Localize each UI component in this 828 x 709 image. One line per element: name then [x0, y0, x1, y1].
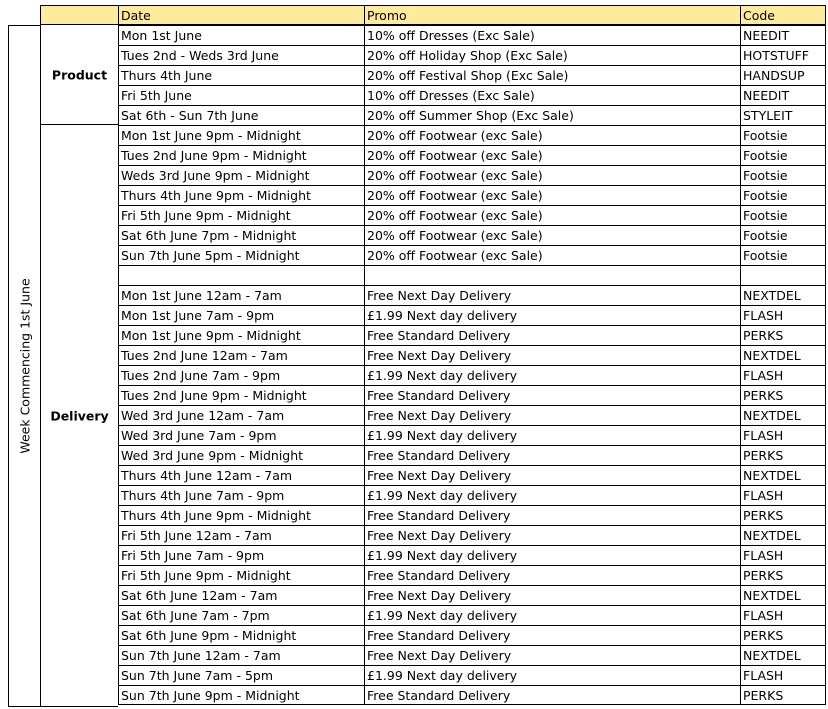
code-cell[interactable]: Footsie [740, 125, 826, 145]
code-cell[interactable]: PERKS [740, 565, 826, 585]
promo-cell[interactable]: Free Next Day Delivery [364, 285, 740, 305]
date-cell[interactable]: Weds 3rd June 9pm - Midnight [118, 165, 364, 185]
date-cell[interactable]: Fri 5th June 9pm - Midnight [118, 205, 364, 225]
promo-cell[interactable]: £1.99 Next day delivery [364, 305, 740, 325]
code-cell[interactable]: NEXTDEL [740, 525, 826, 545]
date-cell[interactable]: Tues 2nd June 9pm - Midnight [118, 385, 364, 405]
date-cell[interactable]: Mon 1st June 9pm - Midnight [118, 125, 364, 145]
code-cell[interactable]: Footsie [740, 225, 826, 245]
code-cell[interactable]: PERKS [740, 385, 826, 405]
code-cell[interactable]: PERKS [740, 445, 826, 465]
date-cell[interactable]: Thurs 4th June 9pm - Midnight [118, 185, 364, 205]
promo-cell[interactable]: 20% off Footwear (exc Sale) [364, 165, 740, 185]
code-cell[interactable]: HOTSTUFF [740, 45, 826, 65]
group-delivery-label: Delivery [50, 408, 109, 424]
code-cell[interactable]: FLASH [740, 425, 826, 445]
promo-cell[interactable]: Free Standard Delivery [364, 325, 740, 345]
code-cell[interactable]: FLASH [740, 605, 826, 625]
date-cell[interactable]: Tues 2nd June 7am - 9pm [118, 365, 364, 385]
date-cell[interactable]: Fri 5th June 12am - 7am [118, 525, 364, 545]
code-cell[interactable]: PERKS [740, 625, 826, 645]
header-promo[interactable]: Promo [364, 5, 740, 25]
promo-cell[interactable]: Free Standard Delivery [364, 445, 740, 465]
code-cell[interactable]: NEEDIT [740, 85, 826, 105]
promo-cell[interactable]: Free Standard Delivery [364, 625, 740, 645]
date-cell[interactable]: Sun 7th June 5pm - Midnight [118, 245, 364, 265]
code-cell[interactable]: PERKS [740, 505, 826, 525]
header-date[interactable]: Date [118, 5, 364, 25]
code-cell[interactable]: STYLEIT [740, 105, 826, 125]
date-cell[interactable]: Mon 1st June 7am - 9pm [118, 305, 364, 325]
promo-schedule-sheet [8, 5, 826, 707]
code-cell[interactable]: FLASH [740, 365, 826, 385]
promo-cell[interactable]: 20% off Holiday Shop (Exc Sale) [364, 45, 740, 65]
promo-cell[interactable]: Free Next Day Delivery [364, 585, 740, 605]
promo-cell[interactable]: Free Standard Delivery [364, 565, 740, 585]
date-cell[interactable]: Tues 2nd June 12am - 7am [118, 345, 364, 365]
date-cell[interactable]: Sat 6th June 7pm - Midnight [118, 225, 364, 245]
promo-cell[interactable]: 20% off Footwear (exc Sale) [364, 185, 740, 205]
week-commencing-label: Week Commencing 1st June [17, 278, 33, 454]
promo-cell[interactable]: Free Next Day Delivery [364, 345, 740, 365]
promo-cell[interactable]: Free Standard Delivery [364, 385, 740, 405]
promo-cell[interactable]: 10% off Dresses (Exc Sale) [364, 25, 740, 45]
promo-cell[interactable]: 10% off Dresses (Exc Sale) [364, 85, 740, 105]
code-cell[interactable]: NEEDIT [740, 25, 826, 45]
date-cell[interactable]: Sat 6th June 7am - 7pm [118, 605, 364, 625]
code-cell[interactable]: NEXTDEL [740, 345, 826, 365]
promo-cell[interactable]: £1.99 Next day delivery [364, 665, 740, 685]
date-cell[interactable]: Thurs 4th June 12am - 7am [118, 465, 364, 485]
code-cell[interactable]: HANDSUP [740, 65, 826, 85]
promo-cell[interactable] [364, 265, 740, 285]
code-cell[interactable]: Footsie [740, 145, 826, 165]
code-cell[interactable]: FLASH [740, 665, 826, 685]
code-cell[interactable]: NEXTDEL [740, 585, 826, 605]
promo-cell[interactable]: Free Next Day Delivery [364, 405, 740, 425]
date-cell[interactable]: Mon 1st June [118, 25, 364, 45]
promo-cell[interactable]: 20% off Footwear (exc Sale) [364, 125, 740, 145]
code-cell[interactable]: NEXTDEL [740, 285, 826, 305]
code-cell[interactable]: Footsie [740, 245, 826, 265]
code-cell[interactable]: Footsie [740, 165, 826, 185]
date-cell[interactable]: Wed 3rd June 12am - 7am [118, 405, 364, 425]
code-cell[interactable]: Footsie [740, 205, 826, 225]
promo-cell[interactable]: £1.99 Next day delivery [364, 425, 740, 445]
promo-cell[interactable]: 20% off Footwear (exc Sale) [364, 145, 740, 165]
date-cell[interactable]: Thurs 4th June [118, 65, 364, 85]
date-cell[interactable]: Tues 2nd - Weds 3rd June [118, 45, 364, 65]
date-cell[interactable]: Tues 2nd June 9pm - Midnight [118, 145, 364, 165]
code-cell[interactable]: PERKS [740, 325, 826, 345]
code-cell[interactable]: PERKS [740, 685, 826, 705]
date-cell[interactable]: Thurs 4th June 7am - 9pm [118, 485, 364, 505]
date-cell[interactable] [118, 265, 364, 285]
code-cell[interactable] [740, 265, 826, 285]
promo-cell[interactable]: £1.99 Next day delivery [364, 545, 740, 565]
promo-cell[interactable]: £1.99 Next day delivery [364, 365, 740, 385]
code-cell[interactable]: FLASH [740, 485, 826, 505]
date-cell[interactable]: Sat 6th June 9pm - Midnight [118, 625, 364, 645]
promo-cell[interactable]: 20% off Summer Shop (Exc Sale) [364, 105, 740, 125]
promo-cell[interactable]: Free Standard Delivery [364, 505, 740, 525]
week-commencing-cell[interactable] [8, 25, 40, 707]
date-cell[interactable]: Fri 5th June [118, 85, 364, 105]
promo-cell[interactable]: 20% off Footwear (exc Sale) [364, 205, 740, 225]
date-cell[interactable]: Mon 1st June 12am - 7am [118, 285, 364, 305]
header-code[interactable]: Code [740, 5, 826, 25]
header-corner [40, 5, 118, 25]
promo-cell[interactable]: Free Next Day Delivery [364, 465, 740, 485]
date-cell[interactable]: Wed 3rd June 7am - 9pm [118, 425, 364, 445]
code-cell[interactable]: NEXTDEL [740, 405, 826, 425]
group-product-label: Product [51, 67, 108, 83]
date-cell[interactable]: Sun 7th June 7am - 5pm [118, 665, 364, 685]
date-cell[interactable]: Thurs 4th June 9pm - Midnight [118, 505, 364, 525]
date-cell[interactable]: Fri 5th June 9pm - Midnight [118, 565, 364, 585]
code-cell[interactable]: NEXTDEL [740, 465, 826, 485]
promo-cell[interactable]: 20% off Footwear (exc Sale) [364, 245, 740, 265]
date-cell[interactable]: Mon 1st June 9pm - Midnight [118, 325, 364, 345]
code-cell[interactable]: Footsie [740, 185, 826, 205]
promo-cell[interactable]: 20% off Festival Shop (Exc Sale) [364, 65, 740, 85]
date-cell[interactable]: Sun 7th June 12am - 7am [118, 645, 364, 665]
group-product-cell[interactable] [40, 25, 118, 125]
promo-cell[interactable]: Free Standard Delivery [364, 685, 740, 705]
date-cell[interactable]: Sun 7th June 9pm - Midnight [118, 685, 364, 705]
group-delivery-cell[interactable] [40, 125, 118, 707]
code-cell[interactable]: FLASH [740, 545, 826, 565]
date-cell[interactable]: Wed 3rd June 9pm - Midnight [118, 445, 364, 465]
promo-cell[interactable]: £1.99 Next day delivery [364, 485, 740, 505]
promo-cell[interactable]: Free Next Day Delivery [364, 645, 740, 665]
promo-cell[interactable]: £1.99 Next day delivery [364, 605, 740, 625]
date-cell[interactable]: Sat 6th June 12am - 7am [118, 585, 364, 605]
date-cell[interactable]: Fri 5th June 7am - 9pm [118, 545, 364, 565]
code-cell[interactable]: NEXTDEL [740, 645, 826, 665]
promo-cell[interactable]: 20% off Footwear (exc Sale) [364, 225, 740, 245]
code-cell[interactable]: FLASH [740, 305, 826, 325]
promo-cell[interactable]: Free Next Day Delivery [364, 525, 740, 545]
date-cell[interactable]: Sat 6th - Sun 7th June [118, 105, 364, 125]
